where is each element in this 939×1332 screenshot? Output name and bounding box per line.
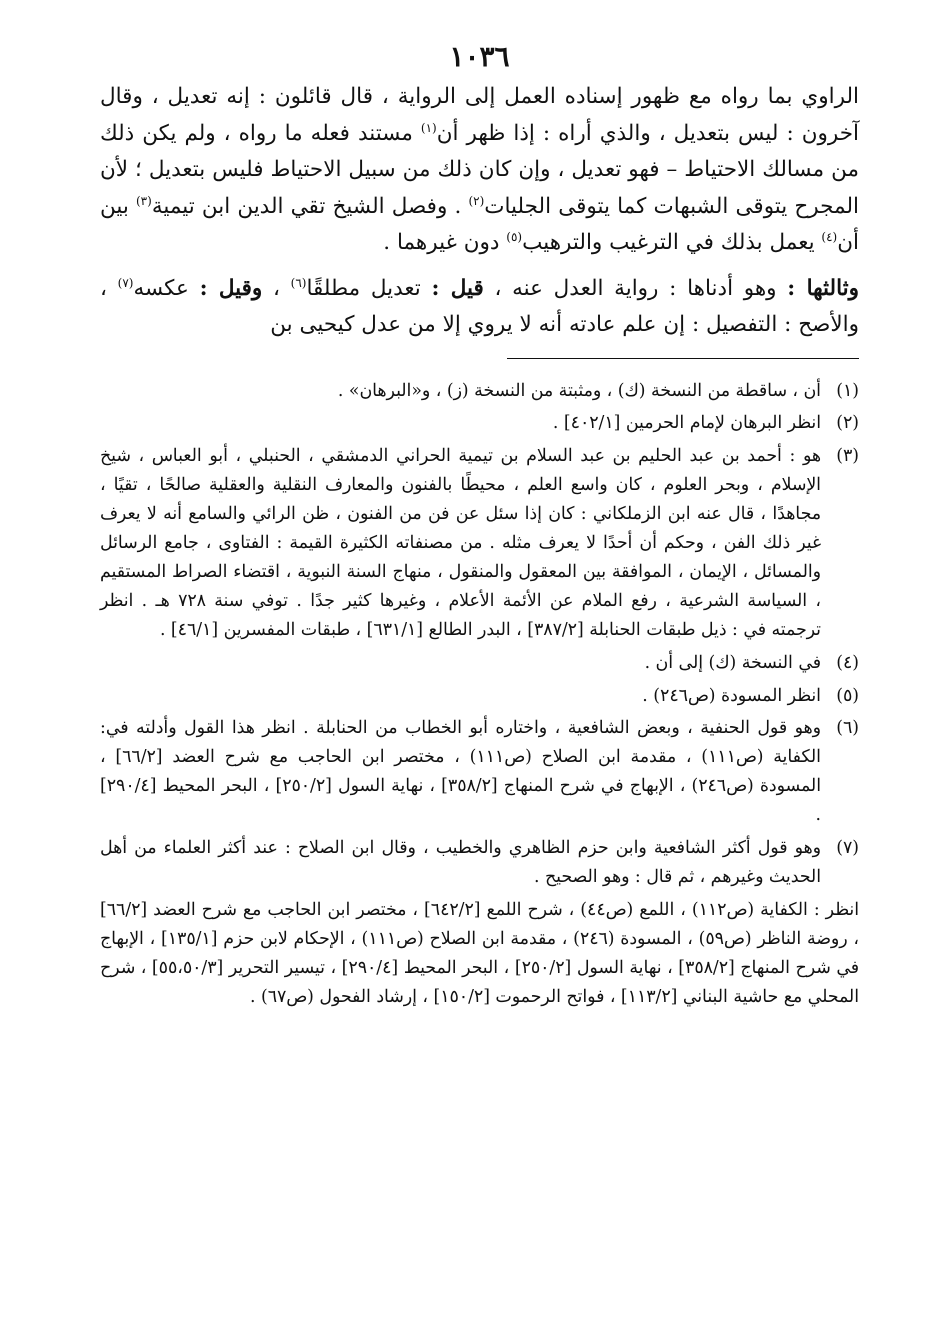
footnote-3 [100, 442, 859, 644]
text-run: يعمل بذلك في الترغيب والترهيب [522, 230, 822, 255]
footnote-marker: (٦) [290, 275, 307, 290]
bold-term: قيل : [431, 275, 484, 301]
paragraph-2 [100, 271, 859, 344]
text-run: عكسه [133, 275, 200, 301]
footnote-marker: (٧) [117, 275, 134, 290]
text-run: مستند فعله ما رواه ، ولم يكن ذلك من مسالك الاحتياط – فهو تعديل ، وإن كان ذلك من سبيل الاحتياط فليس بتعديل ؛ لأن المجرح يتوقى الشبهات كما يتوقى الجليات [100, 120, 859, 219]
text-run: بين أن [100, 193, 859, 255]
footnote-number: (٢) [836, 413, 859, 434]
page-number: ١٠٣٦ [449, 40, 510, 73]
footnote-marker: (٣) [135, 193, 152, 208]
footnote-7-continuation: انظر : الكفاية (ص١١٢) ، اللمع (ص٤٤) ، شرح اللمع [٦٤٢/٢] ، مختصر ابن الحاجب مع شرح العضد [٦٦/٢] ، روضة الناظر (ص٥٩) ، المسودة (٢٤٦) ، مقدمة ابن الصلاح (ص١١١) ، الإحكام لابن حزم [١٣٥/١] ، الإبهاج في شرح المنهاج [٣٥٨/٢] ، نهاية السول [٢٥٠/٢] ، البحر المحيط [٢٩٠/٤] ، تيسير التحرير [٥٥،٥٠/٣] ، شرح المحلي مع حاشية البناني [١١٣/٢] ، فواتح الرحموت [١٥٠/٢] ، إرشاد الفحول (ص٦٧) . [100, 899, 859, 1007]
footnote-text: انظر البرهان لإمام الحرمين [٤٠٢/١] . [552, 413, 821, 434]
footnote-text: هو : أحمد بن عبد الحليم بن عبد السلام بن تيمية الحراني الدمشقي ، الحنبلي ، أبو العباس ، شيخ الإسلام ، وبحر العلوم ، كان واسع العلم ، محيطًا بالفنون والمعارف النقلية والعقلية صالحًا ، تقيًا ، مجاهدًا ، قال عنه ابن الزملكاني : كان إذا سئل عن فن من الفنون ، ظن الرائي والسامع أنه لا يعرف غير ذلك الفن ، وحكم أن أحدًا لا يعرف مثله . من مصنفاته الكثيرة القيمة : الفتاوى ، جامع الرسائل والمسائل ، الإيمان ، الموافقة بين المعقول والمنقول ، منهاج السنة النبوية ، اقتضاء الصراط المستقيم ، السياسة الشرعية ، رفع الملام عن الأئمة الأعلام ، وغيرها كثير جدًا . توفي سنة ٧٢٨ هـ . انظر ترجمته في : ذيل طبقات الحنابلة [٣٨٧/٢] ، البدر الطالع [٦٣١/١] ، طبقات المفسرين [٤٦/١] . [100, 446, 821, 640]
footnote-1 [100, 377, 859, 406]
footnote-text: أن ، ساقطة من النسخة (ك) ، ومثبتة من النسخة (ز) ، و«البرهان» . [337, 380, 821, 401]
footnote-6 [100, 714, 859, 830]
text-run: وهو أدناها : رواية العدل عنه ، [483, 275, 788, 301]
main-text [100, 79, 859, 344]
footnote-marker: (٥) [506, 229, 523, 244]
bold-term: وثالثها : [787, 275, 859, 301]
footnote-4 [100, 649, 859, 678]
text-run: دون غيرهما . [383, 230, 507, 255]
text-run: الراوي بما رواه مع ظهور إسناده العمل إلى الرواية ، قال قائلون : إنه تعديل ، وقال آخرون : ليس بتعديل ، والذي أراه : إذا ظهر أن [100, 84, 859, 146]
footnote-number: (٦) [836, 718, 859, 739]
footnote-2 [100, 409, 859, 438]
footnote-marker: (٤) [821, 229, 838, 244]
footnote-number: (٣) [836, 446, 859, 467]
footnote-text: انظر المسودة (ص٢٤٦) . [642, 685, 821, 706]
footnote-number: (٧) [836, 838, 859, 859]
footnote-divider [507, 358, 859, 359]
footnotes [100, 377, 859, 1012]
text-run: ، والأصح : التفصيل : إن علم عادته أنه لا يروي إلا من عدل كيحيى بن [100, 275, 859, 337]
text-run: . وفصل الشيخ تقي الدين ابن تيمية [151, 193, 469, 219]
footnote-5 [100, 682, 859, 711]
footnote-number: (١) [836, 380, 859, 401]
footnote-7 [100, 834, 859, 892]
footnote-text: في النسخة (ك) إلى أن . [644, 652, 821, 673]
footnote-marker: (١) [420, 120, 437, 135]
footnote-text: وهو قول أكثر الشافعية وابن حزم الظاهري والخطيب ، وقال ابن الصلاح : عند أكثر العلماء من أهل الحديث وغيرهم ، ثم قال : وهو الصحيح . [100, 838, 821, 887]
bold-term: وقيل : [199, 275, 263, 301]
footnote-number: (٤) [836, 652, 859, 673]
text-run: تعديل مطلقًا [306, 275, 432, 301]
text-run: ، [262, 275, 291, 301]
paragraph-1 [100, 79, 859, 262]
footnote-number: (٥) [836, 685, 859, 706]
footnote-text: وهو قول الحنفية ، وبعض الشافعية ، واختاره أبو الخطاب من الحنابلة . انظر هذا القول وأدلته في: الكفاية (ص١١١) ، مقدمة ابن الصلاح (ص١١١) ، مختصر ابن الحاجب مع شرح العضد [٦٦/٢] ، المسودة (ص٢٤٦) ، الإبهاج في شرح المنهاج [٣٥٨/٢] ، نهاية السول [٢٥٠/٢] ، البحر المحيط [٢٩٠/٤] . [100, 718, 822, 826]
footnote-marker: (٢) [468, 193, 485, 208]
